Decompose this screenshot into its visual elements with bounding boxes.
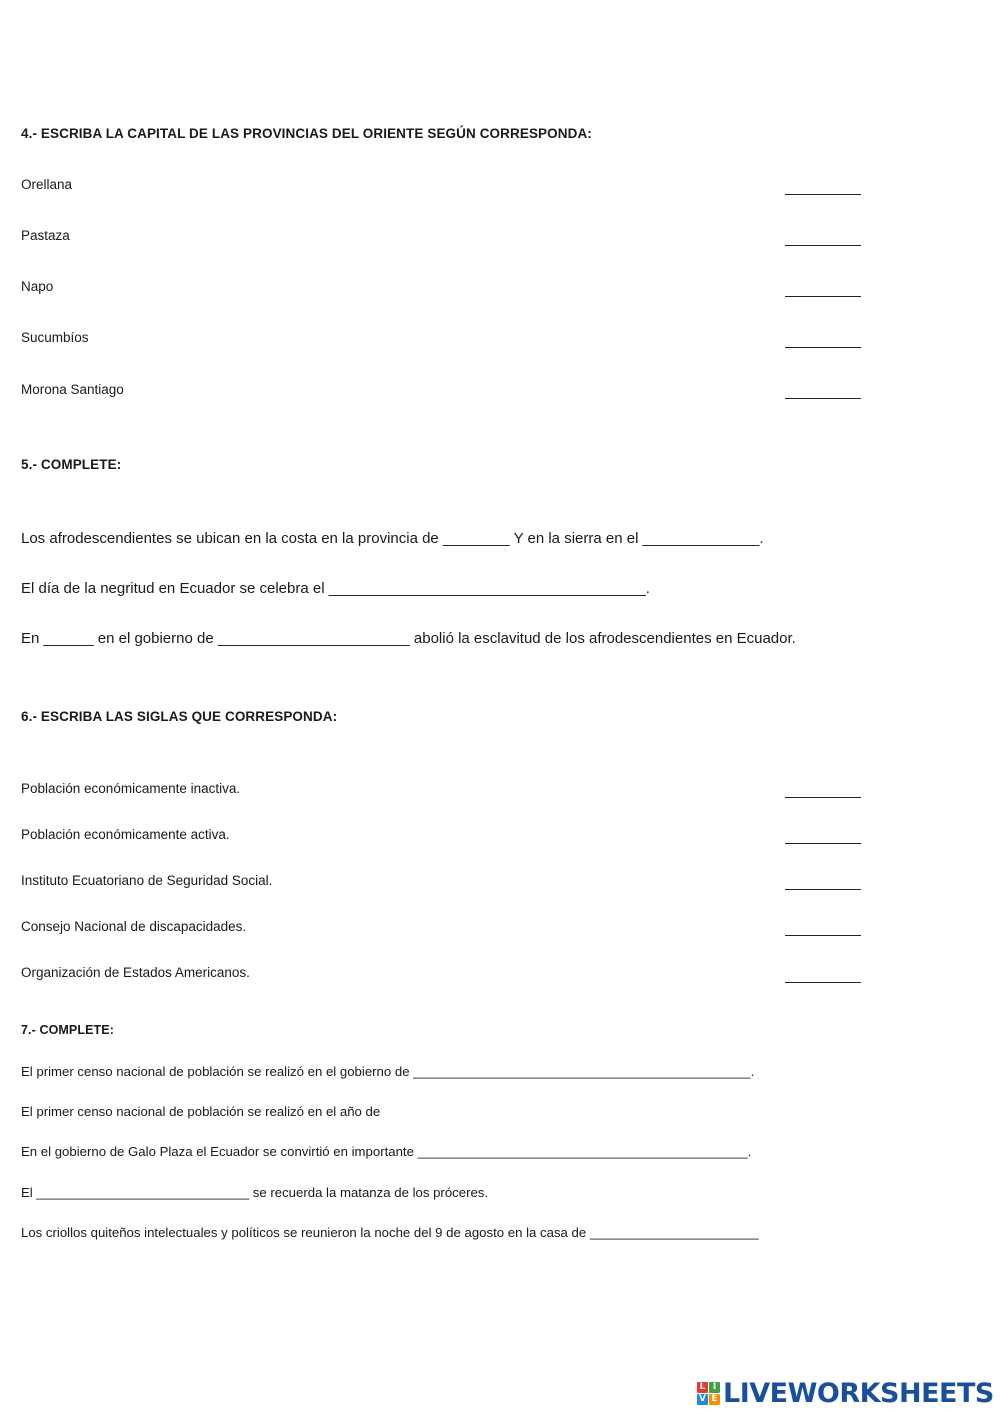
sentence-text: El día de la negritud en Ecuador se celebra el bbox=[21, 580, 329, 597]
liveworksheets-mark-icon bbox=[697, 1382, 720, 1405]
sentence-galo-plaza bbox=[21, 1144, 751, 1159]
sentence-text: abolió la esclavitud de los afrodescendientes en Ecuador. bbox=[409, 630, 796, 647]
logo-letter-i: I bbox=[709, 1382, 720, 1393]
answer-line-iess[interactable] bbox=[785, 889, 861, 890]
blank-census-government[interactable]: ______________________________________________ bbox=[413, 1064, 751, 1079]
acronym-item-oea: Organización de Estados Americanos. bbox=[21, 965, 250, 980]
logo-letter-l: L bbox=[697, 1382, 708, 1393]
blank-date[interactable]: ______________________________________ bbox=[328, 580, 646, 597]
section-7-heading: 7.- COMPLETE: bbox=[21, 1023, 114, 1037]
section-4-heading: 4.- ESCRIBA LA CAPITAL DE LAS PROVINCIAS DEL ORIENTE SEGÚN CORRESPONDA: bbox=[21, 126, 592, 141]
acronym-item-pei: Población económicamente inactiva. bbox=[21, 781, 241, 796]
section-6-heading: 6.- ESCRIBA LAS SIGLAS QUE CORRESPONDA: bbox=[21, 709, 338, 724]
answer-line-oea[interactable] bbox=[785, 982, 861, 983]
sentence-text: El bbox=[21, 1185, 37, 1200]
sentence-text: En el gobierno de Galo Plaza el Ecuador se convirtió en importante bbox=[21, 1144, 418, 1159]
sentence-text: El primer censo nacional de población se realizó en el gobierno de bbox=[21, 1064, 414, 1079]
blank-sierra[interactable]: ______________ bbox=[642, 530, 760, 547]
province-pastaza: Pastaza bbox=[21, 228, 70, 243]
answer-line-pea[interactable] bbox=[785, 843, 861, 844]
province-sucumbios: Sucumbíos bbox=[21, 330, 89, 345]
sentence-negritud-day bbox=[21, 580, 650, 597]
sentence-text: en el gobierno de bbox=[93, 630, 218, 647]
answer-line-napo[interactable] bbox=[785, 296, 861, 297]
sentence-census-government bbox=[21, 1064, 754, 1079]
sentence-census-year bbox=[21, 1104, 380, 1119]
acronym-item-iess: Instituto Ecuatoriano de Seguridad Social. bbox=[21, 873, 273, 888]
blank-criollos-house[interactable]: _______________________ bbox=[589, 1225, 759, 1240]
sentence-proceres bbox=[21, 1185, 488, 1200]
brand-name: LIVEWORKSHEETS bbox=[723, 1377, 994, 1409]
answer-line-orellana[interactable] bbox=[785, 194, 861, 195]
province-morona-santiago: Morona Santiago bbox=[21, 382, 124, 397]
blank-president[interactable]: _______________________ bbox=[217, 630, 410, 647]
acronym-item-conadis: Consejo Nacional de discapacidades. bbox=[21, 919, 247, 934]
sentence-text: se recuerda la matanza de los próceres. bbox=[249, 1185, 489, 1200]
liveworksheets-logo bbox=[697, 1377, 994, 1409]
sentence-text: . bbox=[747, 1144, 752, 1159]
blank-province[interactable]: ________ bbox=[442, 530, 510, 547]
answer-line-pei[interactable] bbox=[785, 797, 861, 798]
sentence-text: En bbox=[21, 630, 44, 647]
province-orellana: Orellana bbox=[21, 177, 73, 192]
sentence-text: . bbox=[759, 530, 764, 547]
sentence-afro-location bbox=[21, 530, 764, 547]
sentence-text: . bbox=[750, 1064, 755, 1079]
sentence-abolition bbox=[21, 630, 796, 647]
sentence-text: Y en la sierra en el bbox=[509, 530, 643, 547]
logo-letter-v: V bbox=[697, 1394, 708, 1405]
sentence-text: Los afrodescendientes se ubican en la costa en la provincia de bbox=[21, 530, 443, 547]
logo-letter-e: E bbox=[709, 1394, 720, 1405]
acronym-item-pea: Población económicamente activa. bbox=[21, 827, 230, 842]
blank-galo-plaza[interactable]: _____________________________________________ bbox=[417, 1144, 748, 1159]
answer-line-pastaza[interactable] bbox=[785, 245, 861, 246]
answer-line-conadis[interactable] bbox=[785, 935, 861, 936]
section-5-heading: 5.- COMPLETE: bbox=[21, 457, 122, 472]
sentence-text: Los criollos quiteños intelectuales y políticos se reunieron la noche del 9 de agosto en la casa de bbox=[21, 1225, 590, 1240]
blank-proceres-date[interactable]: _____________________________ bbox=[36, 1185, 250, 1200]
province-napo: Napo bbox=[21, 279, 54, 294]
sentence-text: . bbox=[645, 580, 650, 597]
answer-line-morona-santiago[interactable] bbox=[785, 398, 861, 399]
answer-line-sucumbios[interactable] bbox=[785, 347, 861, 348]
sentence-text: El primer censo nacional de población se realizó en el año de bbox=[21, 1104, 381, 1119]
sentence-criollos bbox=[21, 1225, 759, 1240]
blank-year[interactable]: ______ bbox=[43, 630, 94, 647]
